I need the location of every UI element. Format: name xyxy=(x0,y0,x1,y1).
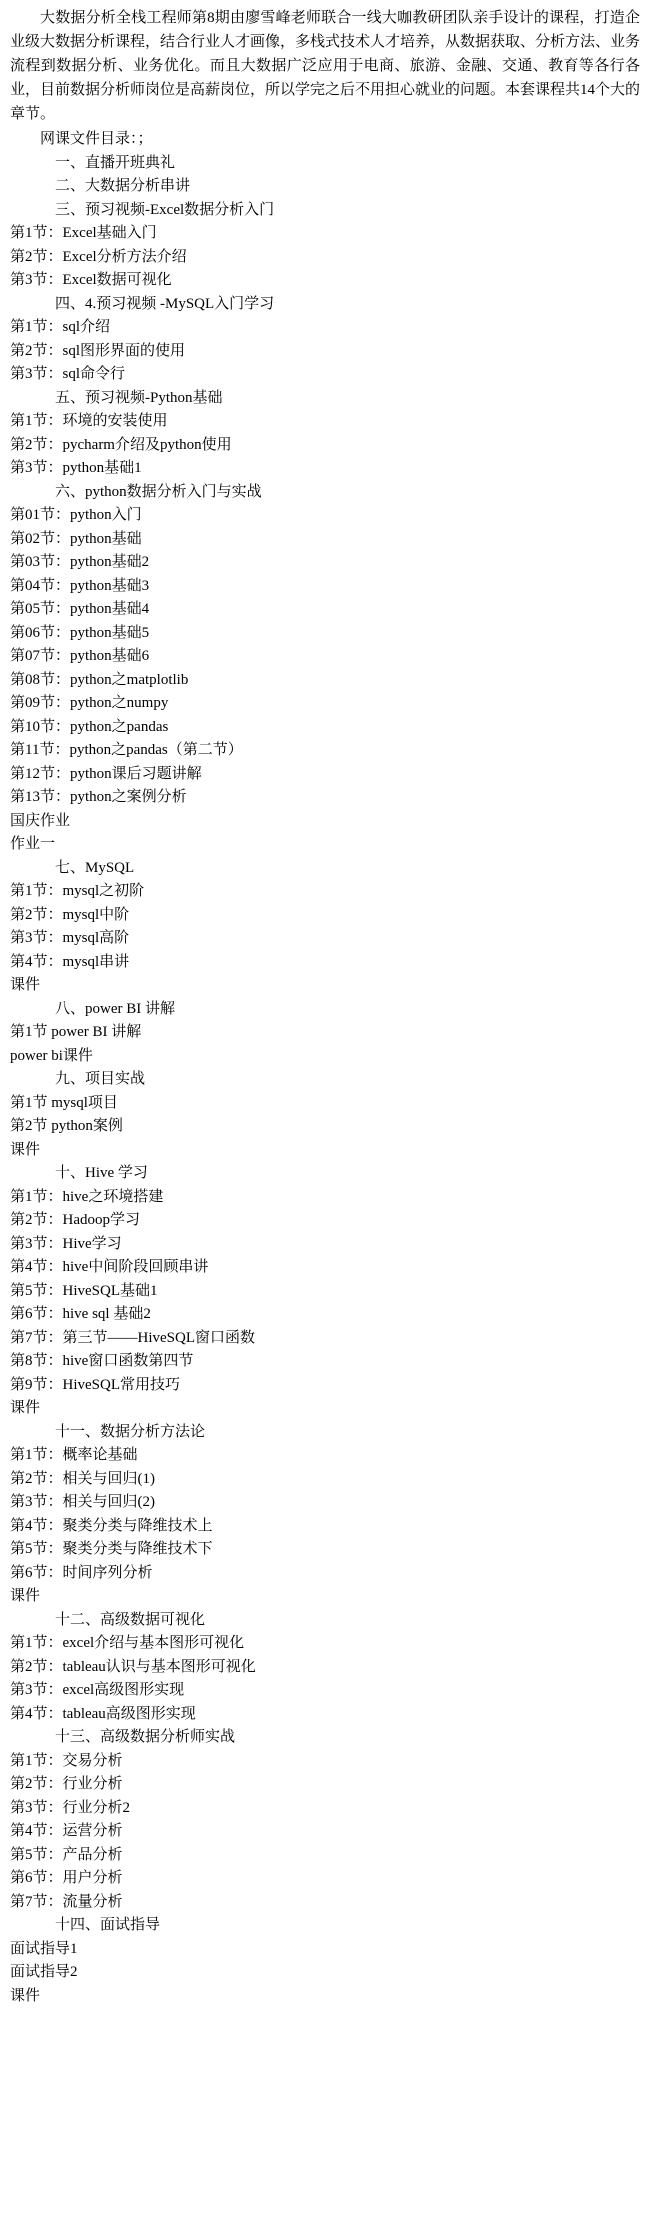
outline-line: 第4节：mysql串讲 xyxy=(10,953,130,970)
outline-line: 第12节：python课后习题讲解 xyxy=(10,765,202,782)
outline-line: 课件 xyxy=(10,1588,41,1604)
outline-line: 国庆作业 xyxy=(10,812,71,829)
outline-line: 第6节：时间序列分析 xyxy=(10,1564,153,1581)
outline-line: 第07节：python基础6 xyxy=(10,648,150,664)
outline-line: 第3节：Excel数据可视化 xyxy=(10,272,172,288)
outline-line: 第4节：聚类分类与降维技术上 xyxy=(10,1517,213,1534)
outline-line: 第4节：hive中间阶段回顾串讲 xyxy=(10,1259,209,1275)
outline-line: 第01节：python入门 xyxy=(10,507,142,523)
outline-line: 第08节：python之matplotlib xyxy=(10,671,189,688)
outline-line: 二、大数据分析串讲 xyxy=(55,178,191,194)
outline-line: 第6节：用户分析 xyxy=(10,1870,123,1886)
outline-line: 网课文件目录：； xyxy=(40,131,153,147)
outline-line: 第3节：excel高级图形实现 xyxy=(10,1682,185,1698)
outline-line: 第3节：mysql高阶 xyxy=(10,930,130,946)
outline-line: 第1节：概率论基础 xyxy=(10,1447,138,1463)
outline-line: 第2节：pycharm介绍及python使用 xyxy=(10,436,232,453)
outline-line: 九、项目实战 xyxy=(55,1071,146,1087)
outline-line: 第04节：python基础3 xyxy=(10,577,150,594)
outline-line: 第6节：hive sql 基础2 xyxy=(10,1306,151,1322)
outline-line: 第13节：python之案例分析 xyxy=(10,789,187,805)
outline-line: 四、4.预习视频 -MySQL入门学习 xyxy=(55,295,275,312)
outline-line: 第7节：流量分析 xyxy=(10,1893,123,1910)
outline-line: 第2节：tableau认识与基本图形可视化 xyxy=(10,1658,256,1675)
outline-line: 第3节：Hive学习 xyxy=(10,1235,122,1252)
outline-line: 第1节：excel介绍与基本图形可视化 xyxy=(10,1635,245,1651)
outline-line: 第1节：环境的安装使用 xyxy=(10,413,168,429)
outline-line: 十、Hive 学习 xyxy=(55,1165,148,1181)
outline-line: 第2节：相关与回归(1) xyxy=(10,1470,155,1487)
outline-line: 第4节：tableau高级图形实现 xyxy=(10,1705,196,1722)
outline-line: 第3节：python基础1 xyxy=(10,460,142,476)
outline-line: 第5节：聚类分类与降维技术下 xyxy=(10,1541,213,1557)
outline-line: 七、MySQL xyxy=(55,859,135,876)
outline-line: 第2节 python案例 xyxy=(10,1118,123,1134)
outline-line: 十四、面试指导 xyxy=(55,1917,161,1933)
outline-line: 十二、高级数据可视化 xyxy=(55,1611,206,1628)
outline-line: 第1节：Excel基础入门 xyxy=(10,225,157,241)
outline-line: 第05节：python基础4 xyxy=(10,601,150,617)
outline-line: 第9节：HiveSQL常用技巧 xyxy=(10,1376,180,1393)
outline-line: 第2节：sql图形界面的使用 xyxy=(10,342,186,359)
outline-line: 八、power BI 讲解 xyxy=(55,1000,175,1017)
outline-line: 第2节：行业分析 xyxy=(10,1776,123,1792)
outline-line: 第2节：Hadoop学习 xyxy=(10,1212,140,1228)
outline-line: 第06节：python基础5 xyxy=(10,624,150,641)
outline-line: 第3节：sql命令行 xyxy=(10,366,126,382)
outline-line: 第1节：hive之环境搭建 xyxy=(10,1188,164,1205)
outline-line: power bi课件 xyxy=(10,1047,93,1064)
outline-line: 第5节：HiveSQL基础1 xyxy=(10,1282,158,1299)
outline-line: 第3节：行业分析2 xyxy=(10,1799,131,1816)
outline-line: 第3节：相关与回归(2) xyxy=(10,1494,155,1510)
outline-line: 十一、数据分析方法论 xyxy=(55,1423,206,1440)
course-outline-list xyxy=(10,128,640,2008)
outline-line: 第10节：python之pandas xyxy=(10,718,169,735)
outline-line: 课件 xyxy=(10,1987,41,2004)
outline-line: 第09节：python之numpy xyxy=(10,695,169,711)
outline-line: 课件 xyxy=(10,1400,41,1416)
outline-line: 作业一 xyxy=(10,836,56,852)
outline-line: 第5节：产品分析 xyxy=(10,1846,123,1863)
outline-line: 面试指导2 xyxy=(10,1964,78,1980)
outline-line: 课件 xyxy=(10,1141,41,1158)
outline-line: 课件 xyxy=(10,977,41,993)
outline-line: 一、直播开班典礼 xyxy=(55,154,176,171)
outline-line: 第1节：sql介绍 xyxy=(10,319,111,335)
outline-line: 第02节：python基础 xyxy=(10,530,142,547)
outline-line: 面试指导1 xyxy=(10,1940,78,1957)
outline-line: 第1节：交易分析 xyxy=(10,1752,123,1769)
outline-line: 第1节 mysql项目 xyxy=(10,1094,118,1111)
outline-line: 第03节：python基础2 xyxy=(10,554,150,570)
outline-line: 第8节：hive窗口函数第四节 xyxy=(10,1353,194,1369)
outline-line: 十三、高级数据分析师实战 xyxy=(55,1729,236,1745)
outline-line: 第7节：第三节——HiveSQL窗口函数 xyxy=(10,1329,255,1346)
outline-line: 第1节：mysql之初阶 xyxy=(10,883,145,899)
outline-line: 三、预习视频-Excel数据分析入门 xyxy=(55,201,275,218)
course-introduction-paragraph: 大数据分析全栈工程师第8期由廖雪峰老师联合一线大咖教研团队亲手设计的课程，打造企业级大数据分析课程，结合行业人才画像，多栈式技术人才培养，从数据获取、分析方法、业务流程到数据分析、业务优化。而且大数据广泛应用于电商、旅游、金融、交通、教育等各行各业，目前数据分析师岗位是高薪岗位，所以学完之后不用担心就业的问题。本套课程共14个大的章节。 xyxy=(10,10,641,122)
outline-line: 第2节：mysql中阶 xyxy=(10,906,130,923)
outline-line: 六、python数据分析入门与实战 xyxy=(55,483,262,500)
outline-line: 五、预习视频-Python基础 xyxy=(55,389,223,406)
outline-line: 第4节：运营分析 xyxy=(10,1823,123,1839)
outline-line: 第1节 power BI 讲解 xyxy=(10,1024,142,1040)
outline-line: 第2节：Excel分析方法介绍 xyxy=(10,248,187,265)
outline-line: 第11节：python之pandas（第二节） xyxy=(10,742,243,758)
